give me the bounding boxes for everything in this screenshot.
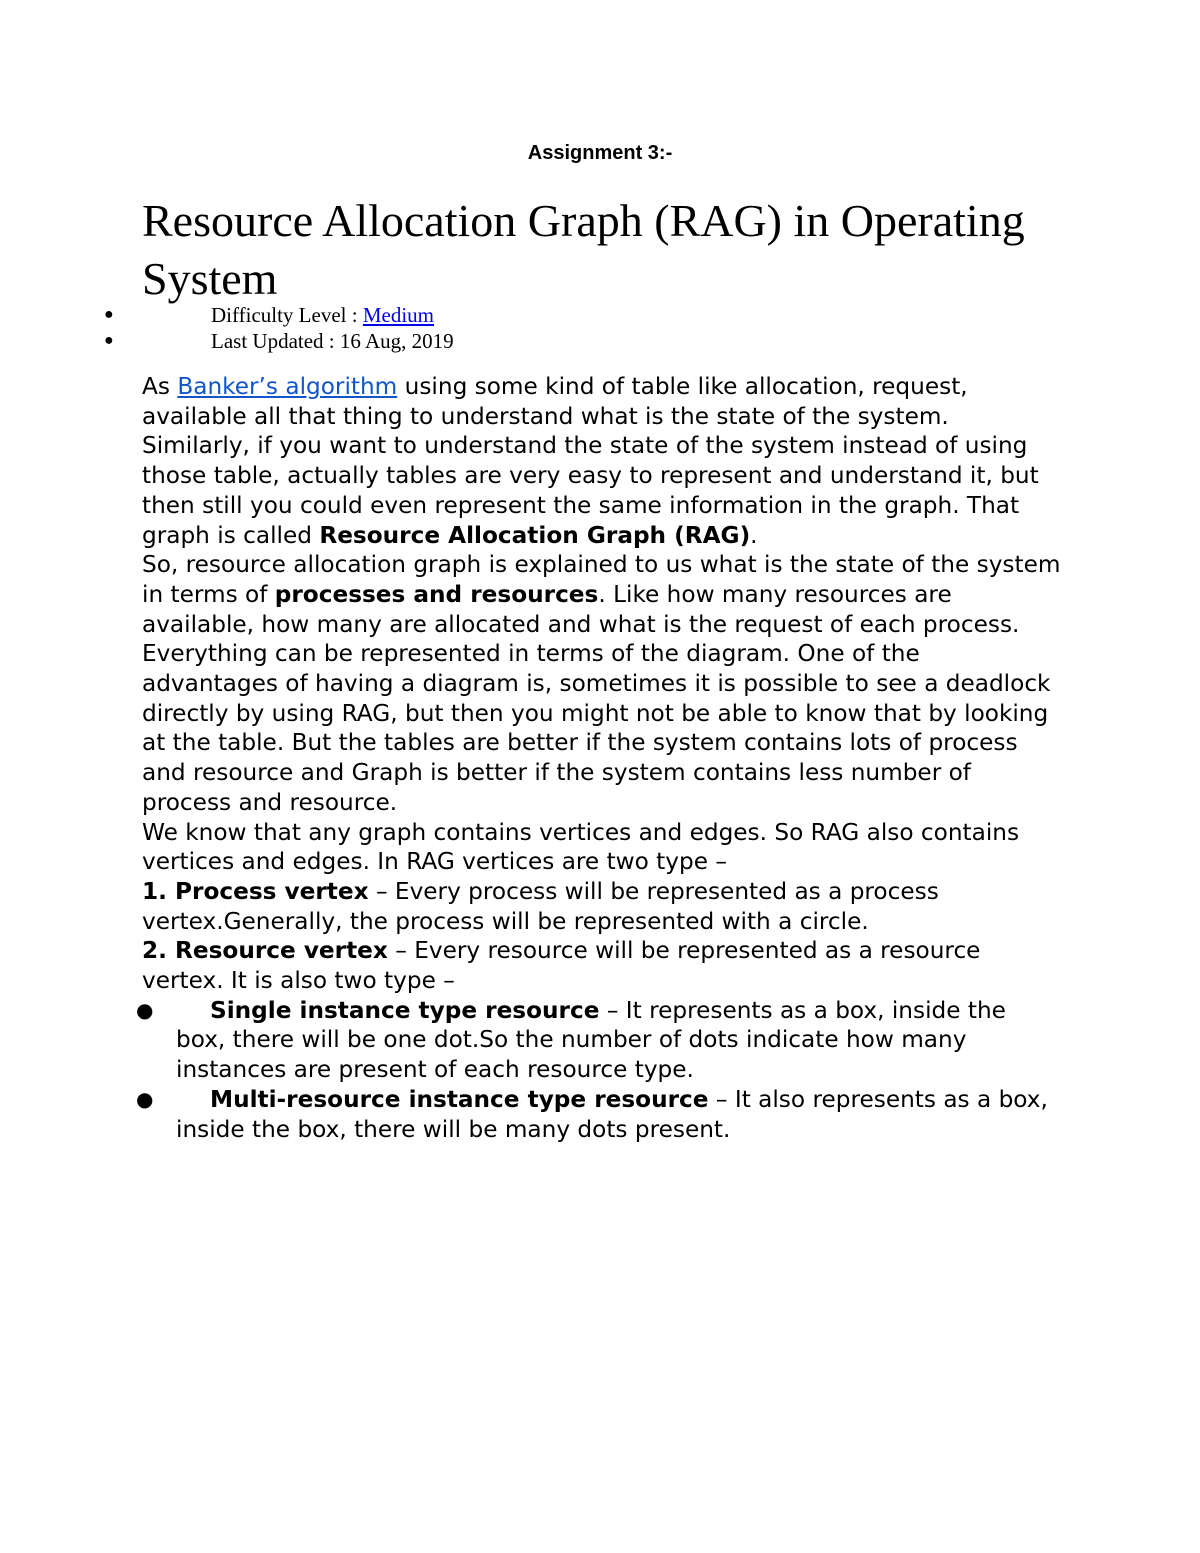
bullet-icon: ● <box>136 997 154 1022</box>
item-process-vertex: 1. Process vertex – Every process will be represented as a process vertex.Generally, the process will be represented with a circle. <box>142 877 939 935</box>
meta-item-last-updated <box>0 328 1200 354</box>
bullet-icon: ● <box>104 332 114 349</box>
resource-type-list <box>136 996 1062 1145</box>
rag-term: Resource Allocation Graph (RAG) <box>319 521 751 549</box>
item-resource-vertex: 2. Resource vertex – Every resource will be represented as a resource vertex. It is also two type – <box>142 937 981 995</box>
paragraph-explanation: So, resource allocation graph is explained to us what is the state of the system in terms of processes and resources. Like how many resources are available, how many are allocated and what is the request of each process. Everything can be represented in terms of the diagram. One of the advantages of having a diagram is, sometimes it is possible to see a deadlock directly by using RAG, but then you might not be able to know that by looking at the table. But the tables are better if the system contains lots of process and resource and Graph is better if the system contains less number of process and resource. <box>142 551 1061 816</box>
paragraph-vertices: We know that any graph contains vertices and edges. So RAG also contains vertices and edges. In RAG vertices are two type – <box>142 818 1020 876</box>
article-body <box>136 372 1062 1144</box>
bullet-icon: ● <box>136 1086 154 1111</box>
list-item-single-instance: ● Single instance type resource – It represents as a box, inside the box, there will be one dot.So the number of dots indicate how many instances are present of each resource type. <box>136 996 1006 1084</box>
last-updated-text: Last Updated : 16 Aug, 2019 <box>211 329 454 353</box>
list-item-multi-instance: ● Multi-resource instance type resource – It also represents as a box, inside the box, there will be many dots present. <box>136 1085 1048 1143</box>
difficulty-label: Difficulty Level : <box>211 303 363 327</box>
article-meta-list <box>0 302 1200 354</box>
bullet-icon: ● <box>104 306 114 323</box>
processes-resources-term: processes and resources <box>274 580 599 608</box>
meta-item-difficulty <box>0 302 1200 328</box>
paragraph-intro: As Banker’s algorithm using some kind of table like allocation, request, available all that thing to understand what is the state of the system. Similarly, if you want to understand the state of the system instead of using those table, actually tables are very easy to represent and understand it, but then still you could even represent the same information in the graph. That graph is called Resource Allocation Graph (RAG). <box>142 373 1039 549</box>
assignment-heading: Assignment 3:- <box>527 142 673 164</box>
bankers-algorithm-link[interactable]: Banker’s algorithm <box>177 373 398 400</box>
difficulty-link[interactable]: Medium <box>362 303 434 327</box>
article-title: Resource Allocation Graph (RAG) in Operating System <box>142 195 1025 304</box>
